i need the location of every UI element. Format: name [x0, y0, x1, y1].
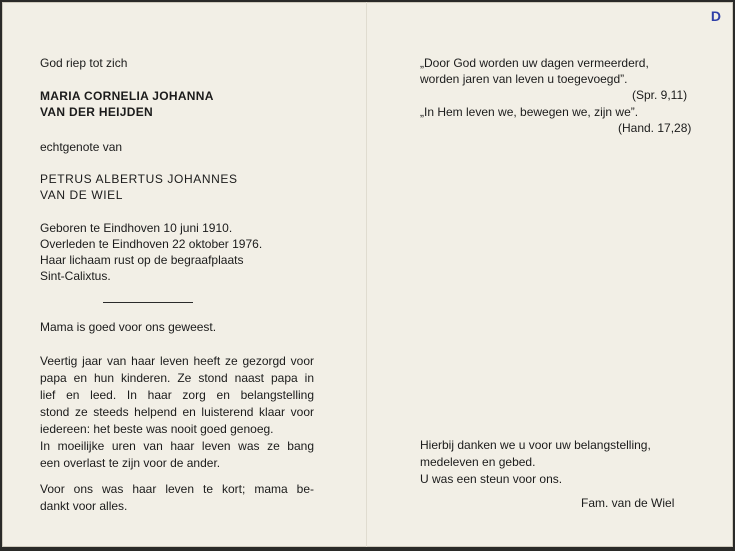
tribute-line: Voor ons was haar leven te kort; mama be- — [40, 482, 314, 496]
resting-place-line2: Sint-Calixtus. — [40, 269, 111, 283]
tribute-paragraph — [40, 353, 314, 438]
death-line: Overleden te Eindhoven 22 oktober 1976. — [40, 237, 263, 251]
tribute-line: iedereen: het beste was nooit goed genoeg. — [40, 422, 274, 436]
deceased-name-line2: VAN DER HEIJDEN — [40, 105, 153, 119]
family-signature: Fam. van de Wiel — [581, 496, 675, 510]
resting-place-line1: Haar lichaam rust op de begraafplaats — [40, 253, 244, 267]
tribute-line: stond ze steeds helpend en luisterend klaar voor — [40, 405, 314, 419]
tribute-line: papa en hun kinderen. Ze stond naast papa in — [40, 371, 314, 385]
tribute-line: dankt voor alles. — [40, 499, 128, 513]
quote1-line2: worden jaren van leven u toegevoegd”. — [420, 72, 628, 86]
tribute-line: In moeilijke uren van haar leven was ze bang — [40, 439, 314, 453]
thanks-line3: U was een steun voor ons. — [420, 472, 563, 486]
card-fold-line — [366, 2, 367, 547]
thanks-line2: medeleven en gebed. — [420, 455, 536, 469]
tribute-paragraph-3 — [40, 481, 314, 515]
quote1-line1: „Door God worden uw dagen vermeerderd, — [420, 56, 649, 70]
quote2-line: „In Hem leven we, bewegen we, zijn we”. — [420, 105, 639, 119]
tribute-heading: Mama is goed voor ons geweest. — [40, 320, 217, 334]
tribute-line: een overlast te zijn voor de ander. — [40, 456, 221, 470]
quote1-reference: (Spr. 9,11) — [632, 88, 688, 102]
deceased-name-line1: MARIA CORNELIA JOHANNA — [40, 89, 214, 103]
divider-line — [103, 302, 193, 303]
intro-text: God riep tot zich — [40, 56, 128, 70]
tribute-line: Veertig jaar van haar leven heeft ze gezorgd voor — [40, 354, 314, 368]
tribute-paragraph-2 — [40, 438, 314, 472]
corner-mark: D — [710, 8, 721, 24]
spouse-name-line1: PETRUS ALBERTUS JOHANNES — [40, 172, 238, 186]
spouse-intro: echtgenote van — [40, 140, 123, 154]
birth-line: Geboren te Eindhoven 10 juni 1910. — [40, 221, 233, 235]
thanks-line1: Hierbij danken we u voor uw belangstelling, — [420, 438, 651, 452]
spouse-name-line2: VAN DE WIEL — [40, 188, 124, 202]
quote2-reference: (Hand. 17,28) — [618, 121, 692, 135]
tribute-line: lief en leed. In haar zorg en belangstelling — [40, 388, 314, 402]
